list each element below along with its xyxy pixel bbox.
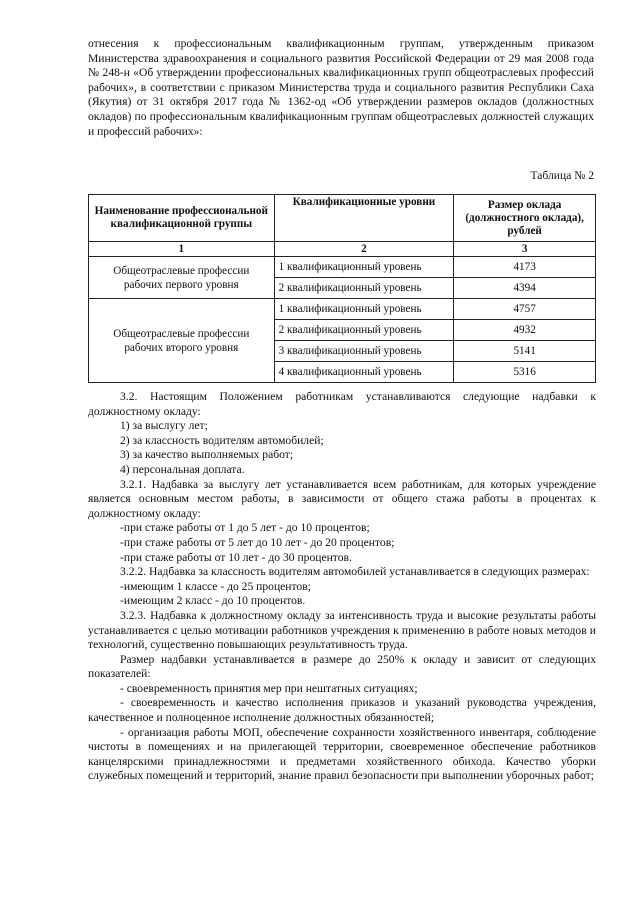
salary-cell: 4757 — [454, 299, 596, 320]
list-item: - организация работы МОП, обеспечение сохранности хозяйственного инвентаря, соблюдение чистоты в помещениях и на прилегающей территории, своевременное обеспечение работников канцелярскими принадлежностями и предметами хозяйственного обихода. Качество уборки служебных помещений и территорий, знание правил безопасности при выполнении уборочных работ; — [88, 725, 596, 783]
level-cell: 1 квалификационный уровень — [274, 257, 454, 278]
salary-cell: 4394 — [454, 278, 596, 299]
intro-paragraph: отнесения к профессиональным квалификационным группам, утвержденным приказом Министерства здравоохранения и социального развития Российской Федерации от 29 мая 2008 года № 248-н «Об утверждении профессиональных квалификационных групп общеотраслевых профессий рабочих», в соответствии с приказом Министерства труда и социального развития Республики Саха (Якутия) от 31 октября 2017 года № 1362-од «Об утверждении размеров окладов (должностных окладов) по профессиональным квалификационным группам общеотраслевых должностей служащих и профессий рабочих»: — [88, 37, 594, 138]
salary-cell: 5316 — [454, 362, 596, 383]
list-item: - своевременность принятия мер при нештатных ситуациях; — [120, 681, 418, 695]
column-number: 1 — [89, 242, 275, 257]
table-row — [89, 257, 596, 278]
level-cell: 1 квалификационный уровень — [274, 299, 454, 320]
group-name-cell: Общеотраслевые профессии рабочих второго уровня — [89, 299, 275, 383]
table-header-row — [89, 195, 596, 242]
list-item: 1) за выслугу лет; — [120, 419, 208, 433]
list-item: 4) персональная доплата. — [120, 462, 245, 476]
header-levels: Квалификационные уровни — [274, 195, 454, 242]
list-item: - своевременность и качество исполнения приказов и указаний руководства учреждения, качественное и полноценное исполнение должностных обязанностей; — [88, 696, 596, 725]
column-number: 2 — [274, 242, 454, 257]
salary-cell: 4173 — [454, 257, 596, 278]
table-caption: Таблица № 2 — [530, 169, 594, 182]
column-number-row — [89, 242, 596, 257]
salary-cell: 5141 — [454, 341, 596, 362]
group-name-cell: Общеотраслевые профессии рабочих первого уровня — [89, 257, 275, 299]
level-cell: 2 квалификационный уровень — [274, 278, 454, 299]
table-row — [89, 299, 596, 320]
paragraph: 3.2.3. Надбавка к должностному окладу за интенсивность труда и высокие результаты работы устанавливается с целью мотивации работников учреждения к применению в работе новых методов и технологий, существенно повышающих результативность труда. — [88, 608, 596, 652]
list-item: 3) за качество выполняемых работ; — [120, 448, 294, 462]
list-item: 2) за классность водителям автомобилей; — [120, 433, 324, 447]
paragraph: 3.2.2. Надбавка за классность водителям автомобилей устанавливается в следующих размерах: — [120, 565, 590, 579]
column-number: 3 — [454, 242, 596, 257]
salary-table — [88, 194, 596, 383]
list-item: -при стаже работы от 10 лет - до 30 процентов. — [120, 550, 352, 564]
level-cell: 3 квалификационный уровень — [274, 341, 454, 362]
header-group-name: Наименование профессиональной квалификационной группы — [89, 195, 275, 242]
level-cell: 4 квалификационный уровень — [274, 362, 454, 383]
list-item: -имеющим 1 классе - до 25 процентов; — [120, 579, 311, 593]
paragraph: Размер надбавки устанавливается в размере до 250% к окладу и зависит от следующих показателей: — [88, 652, 596, 681]
paragraph: 3.2.1. Надбавка за выслугу лет устанавливается всем работникам, для которых учреждение является основным местом работы, в зависимости от общего стажа работы в процентах к должностному окладу: — [88, 477, 596, 520]
list-item: -при стаже работы от 5 лет до 10 лет - до 20 процентов; — [120, 535, 395, 549]
salary-cell: 4932 — [454, 320, 596, 341]
body-text — [88, 390, 596, 784]
header-salary: Размер оклада (должностного оклада), рублей — [454, 195, 596, 242]
level-cell: 2 квалификационный уровень — [274, 320, 454, 341]
list-item: -при стаже работы от 1 до 5 лет - до 10 процентов; — [120, 521, 370, 535]
paragraph: 3.2. Настоящим Положением работникам устанавливаются следующие надбавки к должностному окладу: — [88, 390, 596, 418]
list-item: -имеющим 2 класс - до 10 процентов. — [120, 594, 306, 608]
